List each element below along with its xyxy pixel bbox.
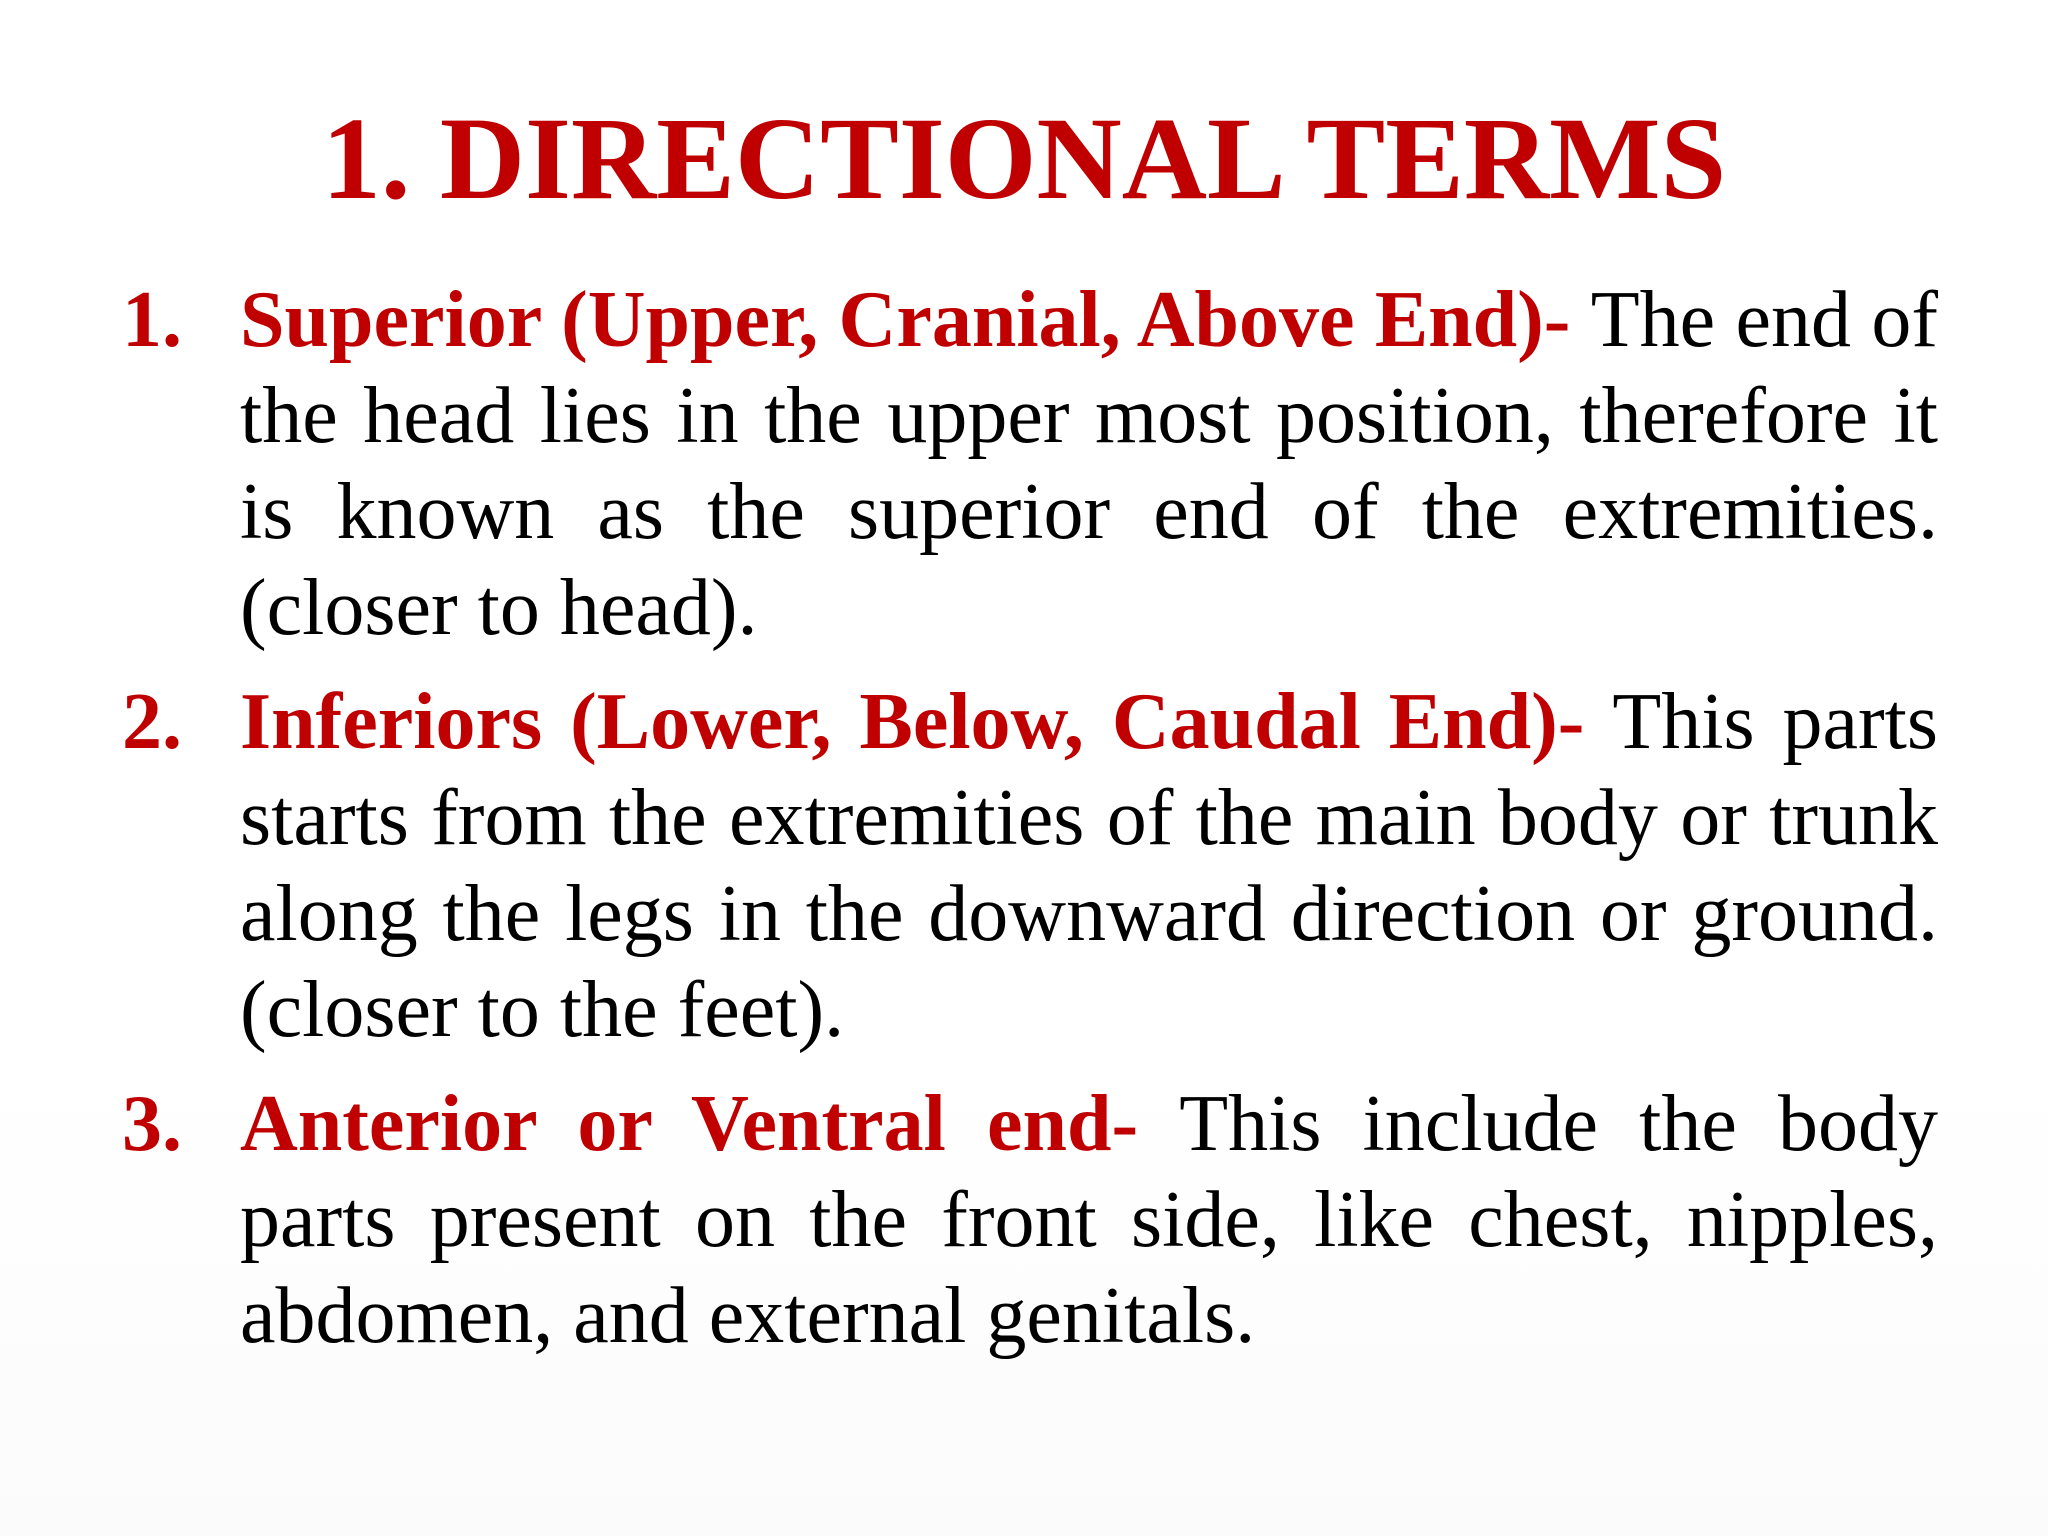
list-item-term: Anterior or Ventral end-	[240, 1080, 1180, 1168]
list-item-description: This parts starts from the extremities of the main body or trunk along the legs in the downward direction or ground. (closer to the feet).	[240, 678, 1939, 1054]
list-item-number: 1.	[122, 276, 182, 364]
list-item-term: Superior (Upper, Cranial, Above End)-	[240, 276, 1591, 364]
list-item-term: Inferiors (Lower, Below, Caudal End)-	[240, 678, 1613, 766]
list-item-number: 2.	[122, 678, 182, 766]
list-item	[122, 272, 1938, 656]
list-item-description: This include the body parts present on the front side, like chest, nipples, abdomen, and external genitals.	[240, 1080, 1939, 1360]
list-item-description: The end of the head lies in the upper most position, therefore it is known as the superior end of the extremities.(closer to head).	[240, 276, 1938, 652]
list-item	[122, 674, 1939, 1058]
slide-title: 1. DIRECTIONAL TERMS	[321, 93, 1727, 224]
list-item-number: 3.	[122, 1080, 182, 1168]
list-item	[122, 1076, 1939, 1364]
